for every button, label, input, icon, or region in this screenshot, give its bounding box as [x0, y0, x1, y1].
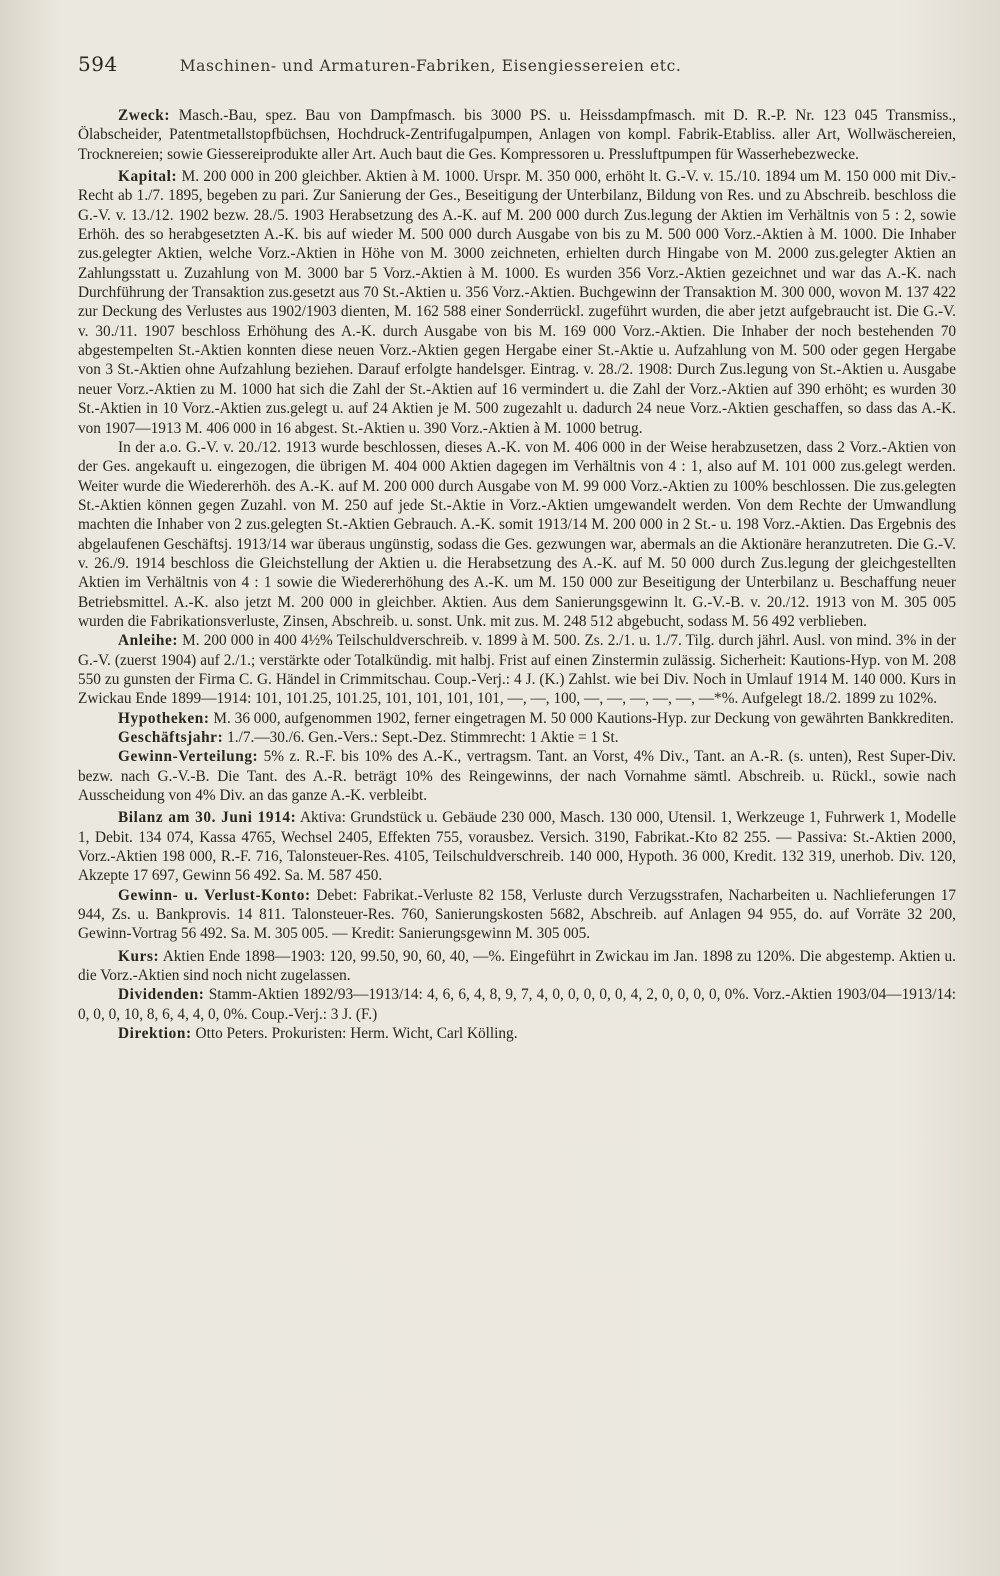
section-text: M. 200 000 in 400 4½% Teilschuldverschreib. v. 1899 à M. 500. Zs. 2./1. u. 1./7. Tilg. durch jährl. Ausl. von mind. 3% in der G.-V. (zuerst 1904) auf 2./1.; verstärkte oder Totalkündig. mit halbj. Frist auf einen Zinstermin zulässig. Sicherheit: Kautions-Hyp. von M. 208 550 zu gunsten der Firma C. G. Händel in Crimmitschau. Coup.-Verj.: 4 J. (K.) Zahlst. wie bei Div. Noch in Umlauf 1914 M. 140 000. Kurs in Zwickau Ende 1899—1914: 101, 101.25, 101.25, 101, 101, 101, 101, —, —, 100, —, —, —, —, —, —*%. Aufgelegt 18./2. 1899 zu 102%. — [78, 632, 956, 708]
section-label: Kapital: — [118, 168, 178, 186]
section-label: Kurs: — [118, 947, 160, 965]
section-zweck — [78, 106, 956, 164]
page-body — [78, 106, 956, 1044]
section-kurs — [78, 947, 956, 986]
section-text: Debet: Fabrikat.-Verluste 82 158, Verluste durch Verzugsstrafen, Nacharbeiten u. Nachlieferungen 17 944, Zs. u. Bankprovis. 14 811. Talonsteuer-Res. 760, Sanierungskosten 5682, Abschreib. auf Anlagen 94 955, do. auf Vorräte 32 200, Gewinn-Vortrag 56 492. Sa. M. 305 005. — Kredit: Sanierungsgewinn M. 305 005. — [78, 886, 956, 943]
section-label: Dividenden: — [118, 986, 205, 1004]
section-label: Anleihe: — [118, 632, 179, 650]
section-text: M. 36 000, aufgenommen 1902, ferner eingetragen M. 50 000 Kautions-Hyp. zur Deckung von gewährten Bankkrediten. — [213, 709, 954, 727]
section-text: M. 200 000 in 200 gleichber. Aktien à M. 1000. Urspr. M. 350 000, erhöht lt. G.-V. v. 15./10. 1894 um M. 150 000 mit Div.-Recht ab 1./7. 1895, begeben zu pari. Zur Sanierung der Ges., Beseitigung der Unterbilanz, Bildung von Res. und zu Abschreib. beschloss die G.-V. v. 13./12. 1902 bezw. 28./5. 1903 Herabsetzung des A.-K. auf M. 200 000 durch Zus.legung der Aktien im Verhältnis von 5 : 2, sowie Erhöh. des so herabgesetzten A.-K. bis auf wieder M. 500 000 durch Ausgabe von bis zu M. 500 000 Vorz.-Aktien à M. 1000. Die Inhaber zus.gelegter Aktien, welche Vorz.-Aktien in Höhe von M. 3000 zeichneten, erhielten durch Hingabe von M. 2000 zus.gelegter Aktien an Zahlungsstatt u. Zuzahlung von M. 3000 bar 5 Vorz.-Aktien à M. 1000. Es wurden 356 Vorz.-Aktien gezeichnet und war das A.-K. nach Durchführung der Transaktion zus.gesetzt aus 70 St.-Aktien u. 356 Vorz.-Aktien. Buchgewinn der Transaktion M. 300 000, wovon M. 137 422 zur Deckung des Verlustes aus 1902/1903 dienten, M. 162 588 einer Sonderrückl. zugeführt wurden, die aber jetzt aufgebraucht ist. Die G.-V. v. 30./11. 1907 beschloss Erhöhung des A.-K. durch Ausgabe von bis M. 169 000 Vorz.-Aktien. Die Inhaber der noch bestehenden 70 abgestempelten St.-Aktien konnten diese neuen Vorz.-Aktien gegen Hergabe einer St.-Aktie u. Aufzahlung von M. 500 oder gegen Hergabe von 3 St.-Aktien ohne Aufzahlung beziehen. Darauf erfolgte handelsger. Eintrag. v. 28./2. 1908: Durch Zus.legung von St.-Aktien u. Ausgabe neuer Vorz.-Aktien zu M. 1000 hat sich die Zahl der St.-Aktien auf 16 vermindert u. die Zahl der Vorz.-Aktien auf 390 erhöht; es wurden 30 St.-Aktien in 10 Vorz.-Aktien zus.gelegt u. auf 24 Aktien je M. 500 zugezahlt u. dadurch 24 neue Vorz.-Aktien geschaffen, so dass das A.-K. von 1907—1913 M. 406 000 in 16 abgest. St.-Aktien u. 390 Vorz.-Aktien à M. 1000 betrug. — [78, 168, 956, 437]
running-head: Maschinen- und Armaturen-Fabriken, Eisengiessereien etc. — [179, 57, 682, 75]
section-text: Aktiva: Grundstück u. Gebäude 230 000, Masch. 130 000, Utensil. 1, Werkzeuge 1, Fuhrwerk 1, Modelle 1, Debit. 134 074, Kassa 4765, Wechsel 2405, Effekten 755, vorausbez. Versich. 3190, Fabrikat.-Kto 82 255. — Passiva: St.-Aktien 2000, Vorz.-Aktien 198 000, R.-F. 716, Talonsteuer-Res. 4105, Teilschuldverschreib. 140 000, Hypoth. 36 000, Kredit. 132 319, unerhob. Div. 120, Akzepte 17 697, Gewinn 56 492. Sa. M. 587 450. — [78, 809, 956, 885]
section-gewinn-verlust-konto — [78, 886, 956, 944]
section-label: Hypotheken: — [118, 709, 210, 727]
section-anleihe — [78, 631, 956, 708]
section-text: Otto Peters. Prokuristen: Herm. Wicht, Carl Kölling. — [195, 1025, 518, 1043]
section-label: Geschäftsjahr: — [118, 729, 224, 746]
section-kapital — [78, 167, 956, 438]
section-gewinn-verteilung — [78, 747, 956, 805]
section-text: Aktien Ende 1898—1903: 120, 99.50, 90, 60, 40, —%. Eingeführt in Zwickau im Jan. 1898 zu 120%. Die abgestemp. Aktien u. die Vorz.-Aktien sind noch nicht zugelassen. — [78, 947, 956, 985]
section-label: Gewinn-Verteilung: — [118, 748, 259, 766]
section-bilanz — [78, 808, 956, 885]
page-number: 594 — [78, 52, 118, 76]
section-label: Gewinn- u. Verlust-Konto: — [118, 886, 311, 904]
section-text: 1./7.—30./6. Gen.-Vers.: Sept.-Dez. Stimmrecht: 1 Aktie = 1 St. — [227, 729, 619, 746]
section-direktion — [78, 1024, 956, 1043]
section-text: Stamm-Aktien 1892/93—1913/14: 4, 6, 6, 4, 8, 9, 7, 4, 0, 0, 0, 0, 0, 4, 2, 0, 0, 0, 0, 0%. Vorz.-Aktien 1903/04—1913/14: 0, 0, 0, 10, 8, 6, 4, 4, 0, 0%. Coup.-Verj.: 3 J. (F.) — [78, 986, 956, 1023]
section-geschaeftsjahr — [78, 728, 956, 747]
section-dividenden — [78, 985, 956, 1024]
section-label: Bilanz am 30. Juni 1914: — [118, 809, 297, 827]
section-text: Masch.-Bau, spez. Bau von Dampfmasch. bis 3000 PS. u. Heissdampfmasch. mit D. R.-P. Nr. 123 045 Transmiss., Ölabscheider, Patentmetallstopfbüchsen, Hochdruck-Zentrifugalpumpen, Anlagen von kompl. Fabrik-Etabliss. aller Art, Wollwäschereien, Trocknereien; sowie Giessereiprodukte aller Art. Auch baut die Ges. Kompressoren u. Pressluftpumpen für Wasserhebezwecke. — [78, 107, 956, 163]
page-header — [78, 52, 956, 76]
section-hypotheken — [78, 709, 956, 728]
section-text: 5% z. R.-F. bis 10% des A.-K., vertragsm. Tant. an Vorst, 4% Div., Tant. an A.-R. (s. unten), Rest Super-Div. bezw. nach G.-V.-B. Die Tant. des A.-R. beträgt 10% des Reingewinns, der nach Vornahme sämtl. Abschreib. u. Rückl., sowie nach Ausscheidung von 4% Div. an das ganze A.-K. verbleibt. — [78, 748, 957, 805]
section-label: Zweck: — [118, 107, 171, 124]
section-label: Direktion: — [118, 1025, 192, 1043]
section-text: In der a.o. G.-V. v. 20./12. 1913 wurde beschlossen, dieses A.-K. von M. 406 000 in der Weise herabzusetzen, dass 2 Vorz.-Aktien von der Ges. angekauft u. eingezogen, die übrigen M. 404 000 Aktien dagegen im Verhältnis von 4 : 1, also auf M. 101 000 zus.gelegt werden. Weiter wurde die Wiedererhöh. des A.-K. auf M. 200 000 durch Ausgabe von M. 99 000 Vorz.-Aktien zu 100% beschlossen. Die zus.gelegten St.-Aktien können gegen Zuzahl. von M. 250 auf jede St.-Aktie in Vorz.-Aktien umgewandelt werden. Von dem Rechte der Umwandlung machten die Inhaber von 2 zus.gelegten St.-Aktien Gebrauch. A.-K. somit 1913/14 M. 200 000 in 2 St.- u. 198 Vorz.-Aktien. Das Ergebnis des abgelaufenen Geschäftsj. 1913/14 war überaus ungünstig, sodass die Ges. gezwungen war, abermals an die Aktionäre heranzutreten. Die G.-V. v. 26./9. 1914 beschloss die Gleichstellung der Aktien u. die Herabsetzung des A.-K. auf M. 50 000 durch Zus.legung der gleichgestellten Aktien im Verhältnis von 4 : 1 sowie die Wiedererhöhung des A.-K. um M. 150 000 zur Beseitigung der Unterbilanz u. Beschaffung neuer Betriebsmittel. A.-K. also jetzt M. 200 000 in gleichber. Aktien. Aus dem Sanierungsgewinn lt. G.-V.-B. v. 20./12. 1913 von M. 305 005 wurden die Fabrikationsverluste, Zinsen, Abschreib. u. sonst. Unk. mit zus. M. 248 512 abgebucht, sodass M. 56 492 verblieben. — [78, 438, 956, 630]
section-kapital-continued — [78, 438, 956, 631]
